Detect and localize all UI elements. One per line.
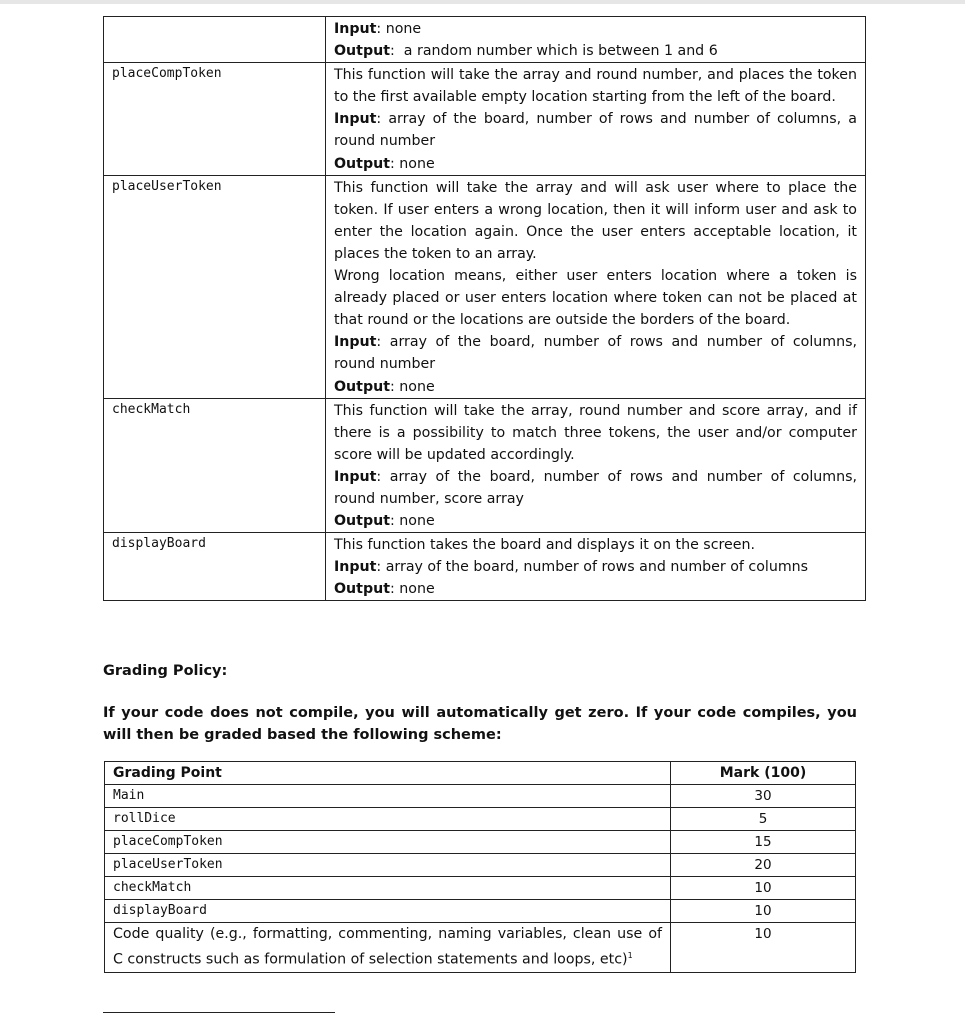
function-description <box>326 63 866 175</box>
table-row <box>105 854 856 877</box>
grading-point: placeCompToken <box>105 831 671 854</box>
description-paragraph: This function will take the array, round number and score array, and if there is a possibility to match three tokens, the user and/or computer score will be updated accordingly. <box>334 402 857 463</box>
grading-point <box>105 923 671 973</box>
grading-point: placeUserToken <box>105 854 671 877</box>
function-row-placeusertoken <box>104 175 866 398</box>
output-line: Output: a random number which is between 1 and 6 <box>334 43 718 60</box>
table-row <box>105 831 856 854</box>
page-top-edge <box>0 0 965 4</box>
function-name: checkMatch <box>104 398 326 533</box>
description-paragraph: Wrong location means, either user enters location where a token is already placed or user enters location where token can not be placed at that round or the locations are outside the borders of the board. <box>334 268 857 329</box>
output-label: Output <box>334 43 390 60</box>
column-header-mark: Mark (100) <box>671 762 856 785</box>
table-row-code-quality <box>105 923 856 973</box>
input-line: Input: array of the board, number of rows and number of columns, a round number <box>334 111 857 150</box>
input-value: array of the board, number of rows and number of columns, a round number <box>334 111 857 150</box>
output-value: a random number which is between 1 and 6 <box>403 43 718 60</box>
grading-point: rollDice <box>105 808 671 831</box>
function-description <box>326 398 866 533</box>
input-label: Input <box>334 111 377 128</box>
description-paragraph: This function will take the array and round number, and places the token to the first available empty location starting from the left of the board. <box>334 67 857 106</box>
function-description <box>326 175 866 398</box>
grading-mark: 10 <box>671 923 856 973</box>
grading-mark: 10 <box>671 900 856 923</box>
footnote-marker[interactable]: 1 <box>627 951 633 961</box>
input-value: array of the board, number of rows and number of columns, round number, score array <box>334 468 858 507</box>
table-row <box>105 877 856 900</box>
output-value: none <box>399 581 435 598</box>
output-line: Output: none <box>334 155 435 172</box>
grading-mark: 20 <box>671 854 856 877</box>
grading-mark: 5 <box>671 808 856 831</box>
grading-mark: 10 <box>671 877 856 900</box>
grading-policy-heading: Grading Policy: <box>103 663 228 679</box>
grading-table <box>104 761 856 973</box>
grading-point: Main <box>105 785 671 808</box>
input-line: Input: array of the board, number of rows and number of columns, round number, score array <box>334 468 858 507</box>
function-name <box>104 17 326 63</box>
grading-table-header <box>105 762 856 785</box>
function-row-placecomptoken <box>104 63 866 175</box>
table-row <box>105 785 856 808</box>
output-label: Output <box>334 378 390 395</box>
input-line: Input: none <box>334 21 422 37</box>
input-line: Input: array of the board, number of rows and number of columns <box>334 559 809 576</box>
output-value: none <box>399 513 435 530</box>
input-value: none <box>385 21 422 37</box>
grading-mark: 15 <box>671 831 856 854</box>
column-header-point: Grading Point <box>105 762 671 785</box>
table-row <box>105 900 856 923</box>
output-label: Output <box>334 513 390 530</box>
function-row-rolldice <box>104 17 866 63</box>
function-table <box>103 16 866 601</box>
output-value: none <box>399 155 435 172</box>
grading-mark: 30 <box>671 785 856 808</box>
function-name: placeCompToken <box>104 63 326 175</box>
function-row-checkmatch <box>104 398 866 533</box>
output-value: none <box>399 378 435 395</box>
output-line: Output: none <box>334 513 435 530</box>
table-row <box>105 808 856 831</box>
input-line: Input: array of the board, number of rows and number of columns, round number <box>334 334 858 373</box>
input-value: array of the board, number of rows and number of columns, round number <box>334 334 858 373</box>
footnote-separator <box>103 1012 335 1013</box>
grading-intro: If your code does not compile, you will automatically get zero. If your code compiles, you will then be graded based the following scheme: <box>103 705 857 743</box>
function-name: displayBoard <box>104 533 326 601</box>
grading-point: displayBoard <box>105 900 671 923</box>
input-label: Input <box>334 468 377 485</box>
output-line: Output: none <box>334 581 435 598</box>
output-line: Output: none <box>334 378 435 395</box>
output-label: Output <box>334 581 390 598</box>
function-description <box>326 533 866 601</box>
code-quality-text: Code quality (e.g., formatting, commenting, naming variables, clean use of C constructs such as formulation of selection statements and loops, etc) <box>113 926 662 969</box>
grading-point: checkMatch <box>105 877 671 900</box>
description-paragraph: This function will take the array and will ask user where to place the token. If user enters a wrong location, then it will inform user and ask to enter the location again. Once the user enters acceptable location, it places the token to an array. <box>334 179 857 262</box>
function-description <box>326 17 866 63</box>
function-row-displayboard <box>104 533 866 601</box>
input-value: array of the board, number of rows and number of columns <box>385 559 809 576</box>
input-label: Input <box>334 559 377 576</box>
output-label: Output <box>334 155 390 172</box>
description-paragraph: This function takes the board and displays it on the screen. <box>334 537 755 554</box>
function-name: placeUserToken <box>104 175 326 398</box>
input-label: Input <box>334 21 377 37</box>
input-label: Input <box>334 334 377 351</box>
